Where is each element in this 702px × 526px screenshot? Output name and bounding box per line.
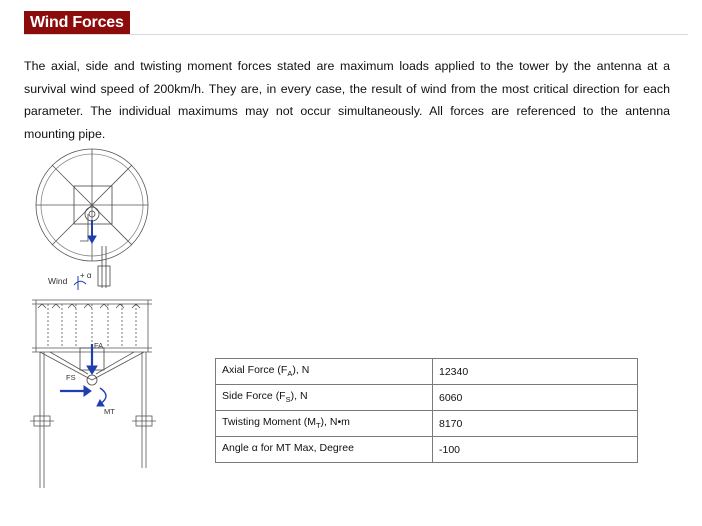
wind-label: Wind	[48, 276, 68, 286]
row-label: Side Force $(F_S)$, N	[216, 385, 433, 411]
intro-paragraph: The axial, side and twisting moment forces stated are maximum loads applied to the tower by the antenna at a survival wind speed of 200km/h. They are, in every case, the result of wind from the most critical direction for each parameter. The individual maximums may not occur simultaneously. All forces are referenced to the antenna mounting pipe.	[24, 59, 670, 141]
table-row	[216, 411, 638, 437]
table-row	[216, 385, 638, 411]
table-row	[216, 359, 638, 385]
row-value: 8170	[433, 411, 638, 437]
plus-alpha-label: + α	[80, 271, 92, 280]
row-label: Axial Force $(F_A)$, N	[216, 359, 433, 385]
wind-forces-table	[215, 358, 638, 463]
table-row	[216, 437, 638, 463]
mt-label: MT	[104, 407, 115, 416]
fs-label: FS	[66, 373, 76, 382]
axial-arrow-top	[88, 220, 96, 243]
page-title: Wind Forces	[24, 11, 130, 34]
antenna-diagram	[28, 148, 168, 493]
title-divider	[24, 34, 688, 35]
fa-label: FA	[94, 341, 104, 350]
row-value: 12340	[433, 359, 638, 385]
row-label: Twisting Moment $(M_T)$, N•m	[216, 411, 433, 437]
row-value: 6060	[433, 385, 638, 411]
row-value: -100	[433, 437, 638, 463]
row-label: Angle α for MT Max, Degree	[216, 437, 433, 463]
